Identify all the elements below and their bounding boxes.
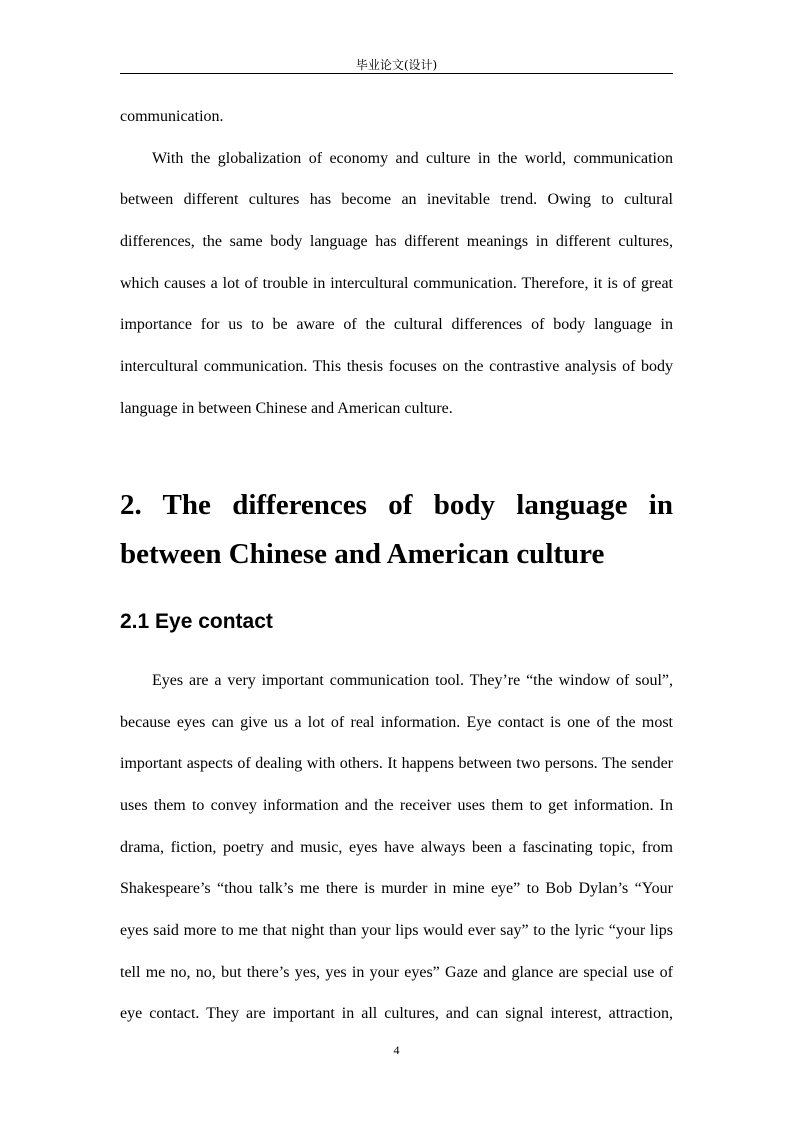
- paragraph-line: Eyes are a very important communication tool. They’re “the window of soul”,: [152, 672, 673, 690]
- section-heading-line: between Chinese and American culture: [120, 537, 605, 570]
- paragraph-line: uses them to convey information and the receiver uses them to get information. In: [120, 797, 673, 815]
- paragraph-2: [120, 660, 673, 1035]
- continued-paragraph-line: communication.: [120, 108, 224, 125]
- paragraph-line: between different cultures has become an inevitable trend. Owing to cultural: [120, 191, 673, 209]
- paragraph-line: language in between Chinese and American culture.: [120, 399, 453, 417]
- paragraph-line: because eyes can give us a lot of real information. Eye contact is one of the most: [120, 713, 673, 731]
- header-divider: [120, 73, 673, 74]
- paragraph-line: eye contact. They are important in all cultures, and can signal interest, attraction,: [120, 1005, 673, 1023]
- page-number: 4: [393, 1043, 400, 1057]
- paragraph-line: which causes a lot of trouble in intercultural communication. Therefore, it is of great: [120, 274, 673, 292]
- paragraph-line: important aspects of dealing with others. It happens between two persons. The sender: [120, 755, 673, 773]
- paragraph-1: [120, 138, 673, 430]
- paragraph-line: With the globalization of economy and culture in the world, communication: [152, 149, 673, 167]
- section-heading-line: 2. The differences of body language in: [120, 488, 673, 521]
- paragraph-line: intercultural communication. This thesis focuses on the contrastive analysis of body: [120, 358, 673, 376]
- paragraph-line: Shakespeare’s “thou talk’s me there is murder in mine eye” to Bob Dylan’s “Your: [120, 880, 673, 898]
- body-text-block-1: [120, 96, 673, 430]
- paragraph-line: differences, the same body language has different meanings in different cultures,: [120, 233, 673, 251]
- paragraph-line: drama, fiction, poetry and music, eyes have always been a fascinating topic, from: [120, 838, 673, 856]
- paragraph-line: importance for us to be aware of the cultural differences of body language in: [120, 316, 673, 334]
- running-header-title: 毕业论文(设计): [355, 58, 438, 72]
- paragraph-line: eyes said more to me that night than your lips would ever say” to the lyric “your lips: [120, 921, 673, 939]
- section-heading: [120, 481, 673, 579]
- subsection-heading: 2.1 Eye contact: [120, 610, 273, 633]
- paragraph-line: tell me no, no, but there’s yes, yes in your eyes” Gaze and glance are special use of: [120, 963, 673, 981]
